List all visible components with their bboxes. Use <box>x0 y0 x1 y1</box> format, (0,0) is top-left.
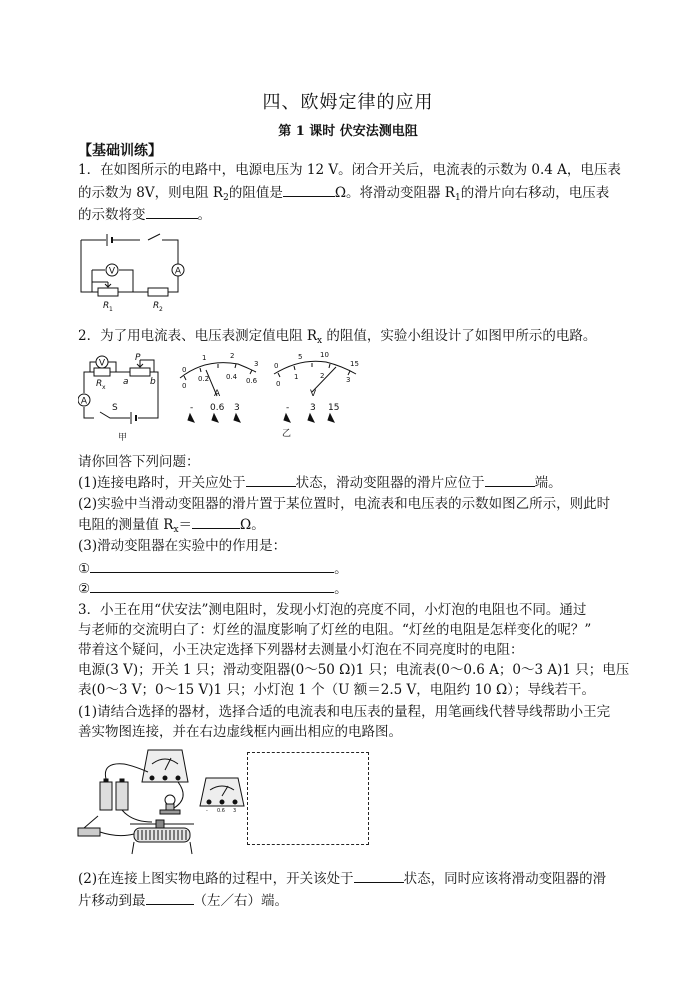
q2-part-1 <box>78 472 562 493</box>
q2-answer-line-2 <box>78 578 348 599</box>
ammeter-terminal-label: 0.6 <box>210 403 225 413</box>
q1-circuit-diagram <box>78 230 190 314</box>
answer-blank[interactable] <box>146 204 198 219</box>
q2-circle-2: ② <box>78 581 91 597</box>
answer-blank[interactable] <box>90 558 334 573</box>
q2-text: 。 <box>334 561 348 577</box>
q2-prompt: 请你回答下列问题： <box>78 454 200 470</box>
rx-label-sub: x <box>102 384 106 391</box>
q3-text: 状态，同时应该将滑动变阻器的滑 <box>403 871 607 887</box>
q3-part-1-line-2: 善实物图连接，并在右边虚线框内画出相应的电路图。 <box>78 724 402 740</box>
voltmeter-terminal-label: 15 <box>328 403 340 413</box>
lamp <box>160 795 180 814</box>
meter-terminal-label: 3 <box>233 808 237 814</box>
ammeter-device <box>142 750 188 782</box>
q2-text: (1)连接电路时，开关应处于 <box>78 475 246 491</box>
q1-text: 的阻值是 <box>228 185 283 201</box>
voltmeter-terminal-label: - <box>286 403 290 413</box>
voltmeter-ticks <box>278 363 350 377</box>
q3-text: 片移动到最 <box>78 893 146 909</box>
q1-text: 的示数将变 <box>78 207 146 223</box>
ammeter-unit-label: A <box>214 389 221 399</box>
voltmeter-device <box>200 778 244 806</box>
ammeter-bottom-scale: 0.2 <box>198 375 210 383</box>
ammeter-bottom-scale: 0.6 <box>246 377 258 385</box>
ammeter-top-scale: 1 <box>202 354 207 362</box>
ammeter-ticks <box>184 364 252 380</box>
q2-part-2-line-1: (2)实验中当滑动变阻器的滑片置于某位置时，电流表和电压表的示数如图乙所示，则此时 <box>78 496 611 512</box>
switch-device <box>78 816 100 836</box>
ammeter-top-scale: 2 <box>230 352 235 360</box>
meter-terminal-label: 0.6 <box>217 808 225 814</box>
battery-cells <box>100 779 128 810</box>
voltmeter-bottom-scale: 1 <box>294 373 299 381</box>
ammeter-terminal-label: 3 <box>234 403 240 413</box>
q2-text: 。 <box>334 581 348 597</box>
answer-blank[interactable] <box>146 890 194 905</box>
circuit-wire <box>140 360 154 372</box>
voltmeter-unit-label: V <box>310 389 317 399</box>
q2-text: 的阻值，实验小组设计了如图甲所示的电路。 <box>322 328 597 344</box>
q2-part-3: (3)滑动变阻器在实验中的作用是： <box>78 538 287 554</box>
answer-blank[interactable] <box>283 182 335 197</box>
r1-label-sub: 1 <box>109 306 113 313</box>
q3-line-5: 表(0～3 V；0～15 V)1 只；小灯泡 1 个（U 额＝2.5 V，电阻约 10 Ω）；导线若干。 <box>78 682 595 698</box>
q3-part-2-line-2 <box>78 890 288 911</box>
q1-text: Ω。将滑动变阻器 R <box>334 185 455 201</box>
voltmeter-bottom-scale: 3 <box>346 376 351 384</box>
answer-blank[interactable] <box>246 472 296 487</box>
page-title: 四、欧姆定律的应用 <box>262 92 434 113</box>
end-a-label: a <box>123 377 129 387</box>
voltmeter-bottom-scale: 0 <box>276 380 281 388</box>
r2-label-sub: 2 <box>159 306 163 313</box>
voltmeter-top-scale: 5 <box>298 353 303 361</box>
q1-line-1: 1．在如图所示的电路中，电源电压为 12 V。闭合开关后，电流表的示数为 0.4 A，电压表 <box>78 162 621 178</box>
q3-part-2-line-1 <box>78 868 606 889</box>
ammeter-top-scale: 3 <box>254 360 259 368</box>
q3-line-3: 带着这个疑问，小王决定选择下列器材去测量小灯泡在不同亮度时的电阻： <box>78 642 524 658</box>
q1-line-3 <box>78 204 211 225</box>
rx-label: R <box>96 379 103 389</box>
ammeter-label: A <box>174 266 182 277</box>
resistor-r2 <box>148 288 168 296</box>
q2-circle-1: ① <box>78 561 91 577</box>
voltmeter-label: V <box>108 266 116 277</box>
voltmeter-top-scale: 0 <box>274 362 279 370</box>
meter-terminal-label: - <box>206 808 208 814</box>
q3-apparatus-figure <box>72 742 262 860</box>
voltmeter-top-scale: 15 <box>350 360 359 368</box>
voltmeter-label: V <box>98 358 106 369</box>
q3-line-2: 与老师的交流明白了：灯丝的温度影响了灯丝的电阻。“灯丝的电阻是怎样变化的呢？” <box>78 622 592 638</box>
switch-s-label: S <box>112 403 118 413</box>
answer-blank[interactable] <box>354 868 404 883</box>
voltmeter-top-scale: 10 <box>320 351 329 359</box>
r2-label: R <box>153 301 160 311</box>
q1-text: 的示数为 8V，则电阻 R <box>78 185 224 201</box>
resistor-rx <box>94 368 110 376</box>
resistor-r1 <box>98 288 118 296</box>
slider-p-label: P <box>135 353 141 363</box>
q2-text: 状态，滑动变阻器的滑片应位于 <box>295 475 485 491</box>
q3-part-1-line-1: (1)请结合选择的器材，选择合适的电流表和电压表的量程，用笔画线代替导线帮助小王完 <box>78 704 611 720</box>
q2-answer-line-1 <box>78 558 348 579</box>
q2-text: 电阻的测量值 R <box>78 517 174 533</box>
q1-sub: 1 <box>454 193 461 203</box>
q3-text: （左／右）端。 <box>193 893 288 909</box>
ammeter-label: A <box>80 396 88 407</box>
voltmeter-bottom-scale: 2 <box>320 372 325 380</box>
figure-yi-caption: 乙 <box>282 429 292 439</box>
answer-blank[interactable] <box>192 514 240 529</box>
rheostat <box>130 368 150 376</box>
q2-text: 端。 <box>534 475 562 491</box>
q3-text: (2)在连接上图实物电路的过程中，开关该处于 <box>78 871 354 887</box>
q2-text: 2．为了用电流表、电压表测定值电阻 R <box>78 328 318 344</box>
slider-arrow <box>105 282 111 287</box>
circuit-diagram-answer-box[interactable] <box>247 752 369 845</box>
circuit-wire <box>81 240 178 292</box>
ammeter-bottom-scale: 0.4 <box>226 373 238 381</box>
section-heading: 【基础训练】 <box>78 143 162 159</box>
ammeter-terminal-label: - <box>190 403 194 413</box>
q2-sub: x <box>173 525 179 535</box>
q2-sub: x <box>317 336 323 346</box>
answer-blank[interactable] <box>90 578 334 593</box>
lesson-subtitle: 第 1 课时 伏安法测电阻 <box>278 124 418 139</box>
q1-text: 。 <box>197 207 211 223</box>
q3-line-4: 电源(3 V)；开关 1 只；滑动变阻器(0～50 Ω)1 只；电流表(0～0.6 A；0～3 A)1 只；电压 <box>78 662 630 678</box>
rheostat-device <box>130 820 194 854</box>
ammeter-top-scale: 0 <box>182 366 187 374</box>
q3-line-1: 3．小王在用“伏安法”测电阻时，发现小灯泡的亮度不同，小灯泡的电阻也不同。通过 <box>78 602 587 618</box>
ammeter-bottom-scale: 0 <box>182 382 187 390</box>
q2-circuit-jia <box>78 352 163 442</box>
q2-meters-yi <box>170 348 370 446</box>
circuit-wire <box>81 234 178 264</box>
q2-text: Ω。 <box>240 517 265 533</box>
figure-jia-caption: 甲 <box>118 433 128 442</box>
r1-label: R <box>103 301 110 311</box>
ammeter-terminals <box>188 414 240 422</box>
voltmeter-terminals <box>284 414 334 422</box>
q1-text: 的滑片向右移动，电压表 <box>460 185 610 201</box>
end-b-label: b <box>150 377 156 387</box>
q2-text: ＝ <box>178 517 193 533</box>
voltmeter-terminal-label: 3 <box>310 403 316 413</box>
answer-blank[interactable] <box>485 472 535 487</box>
voltmeter-dial-arc <box>274 361 356 374</box>
q1-sub: 2 <box>223 193 229 203</box>
